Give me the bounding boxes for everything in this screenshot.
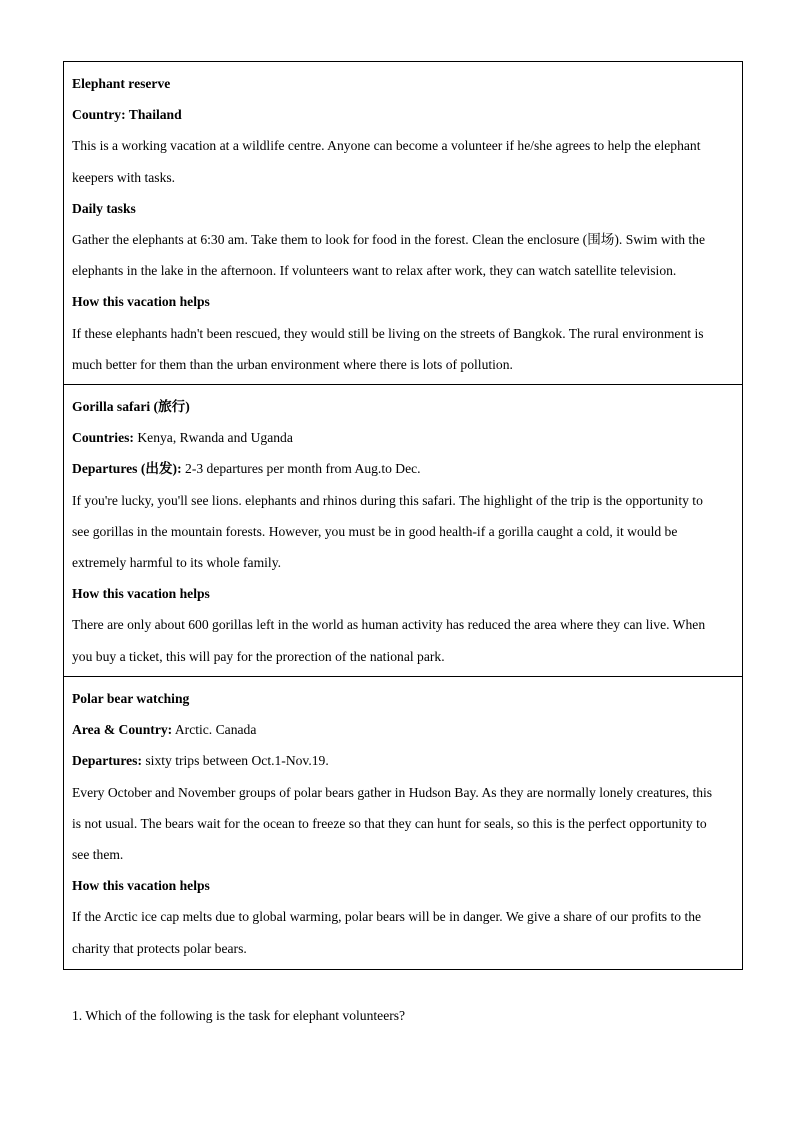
subheading: How this vacation helps <box>72 878 210 894</box>
subheading: How this vacation helps <box>72 586 210 602</box>
paragraph-line: Every October and November groups of polar bears gather in Hudson Bay. As they are normally lonely creatures, this <box>72 784 713 800</box>
paragraph-line: If these elephants hadn't been rescued, they would still be living on the streets of Bangkok. The rural environment is <box>72 325 704 341</box>
area-line <box>72 714 734 745</box>
polar-bear-cell <box>64 677 742 969</box>
countries-line <box>72 422 734 453</box>
country-line: Country: Thailand <box>72 107 182 123</box>
section-title: Elephant reserve <box>72 76 171 91</box>
paragraph-line: There are only about 600 gorillas left in the world as human activity has reduced the area where they can live. When <box>72 617 706 633</box>
departures-line <box>72 453 734 484</box>
field-label: Countries: <box>72 430 134 446</box>
field-label: Area & Country: <box>72 722 173 738</box>
subheading: How this vacation helps <box>72 294 210 310</box>
field-label: Departures (出发): <box>72 461 182 477</box>
elephant-reserve-cell <box>64 62 742 385</box>
paragraph-line: keepers with tasks. <box>72 169 176 185</box>
paragraph-line: is not usual. The bears wait for the ocean to freeze so that they can hunt for seals, so this is the perfect opportunity to <box>72 815 707 831</box>
section-title: Polar bear watching <box>72 691 190 706</box>
field-label: Departures: <box>72 753 142 769</box>
paragraph-line: see gorillas in the mountain forests. However, you must be in good health-if a gorilla caught a cold, it would be <box>72 523 678 539</box>
field-value: 2-3 departures per month from Aug.to Dec. <box>185 461 421 477</box>
departures-line <box>72 745 734 776</box>
vacation-table <box>63 61 743 970</box>
paragraph-line: you buy a ticket, this will pay for the prorection of the national park. <box>72 648 445 664</box>
paragraph-line: If you're lucky, you'll see lions. elephants and rhinos during this safari. The highlight of the trip is the opportunity to <box>72 492 703 508</box>
paragraph-line: charity that protects polar bears. <box>72 940 247 956</box>
field-value: Kenya, Rwanda and Uganda <box>137 430 293 446</box>
paragraph-line: extremely harmful to its whole family. <box>72 555 282 571</box>
subheading: Daily tasks <box>72 200 136 216</box>
question-text: 1. Which of the following is the task for elephant volunteers? <box>72 1008 406 1023</box>
paragraph-line: much better for them than the urban environment where there is lots of pollution. <box>72 356 513 372</box>
field-value: sixty trips between Oct.1-Nov.19. <box>145 753 329 769</box>
section-title: Gorilla safari (旅行) <box>72 399 190 414</box>
paragraph-line: see them. <box>72 847 124 863</box>
paragraph-line: If the Arctic ice cap melts due to global warming, polar bears will be in danger. We give a share of our profits to the <box>72 909 702 925</box>
paragraph-line: Gather the elephants at 6:30 am. Take them to look for food in the forest. Clean the enclosure (围场). Swim with the <box>72 232 706 248</box>
field-value: Arctic. Canada <box>174 722 257 738</box>
paragraph-line: This is a working vacation at a wildlife centre. Anyone can become a volunteer if he/she agrees to help the elephant <box>72 138 701 154</box>
gorilla-safari-cell <box>64 385 742 677</box>
paragraph-line: elephants in the lake in the afternoon. If volunteers want to relax after work, they can watch satellite television. <box>72 263 677 279</box>
